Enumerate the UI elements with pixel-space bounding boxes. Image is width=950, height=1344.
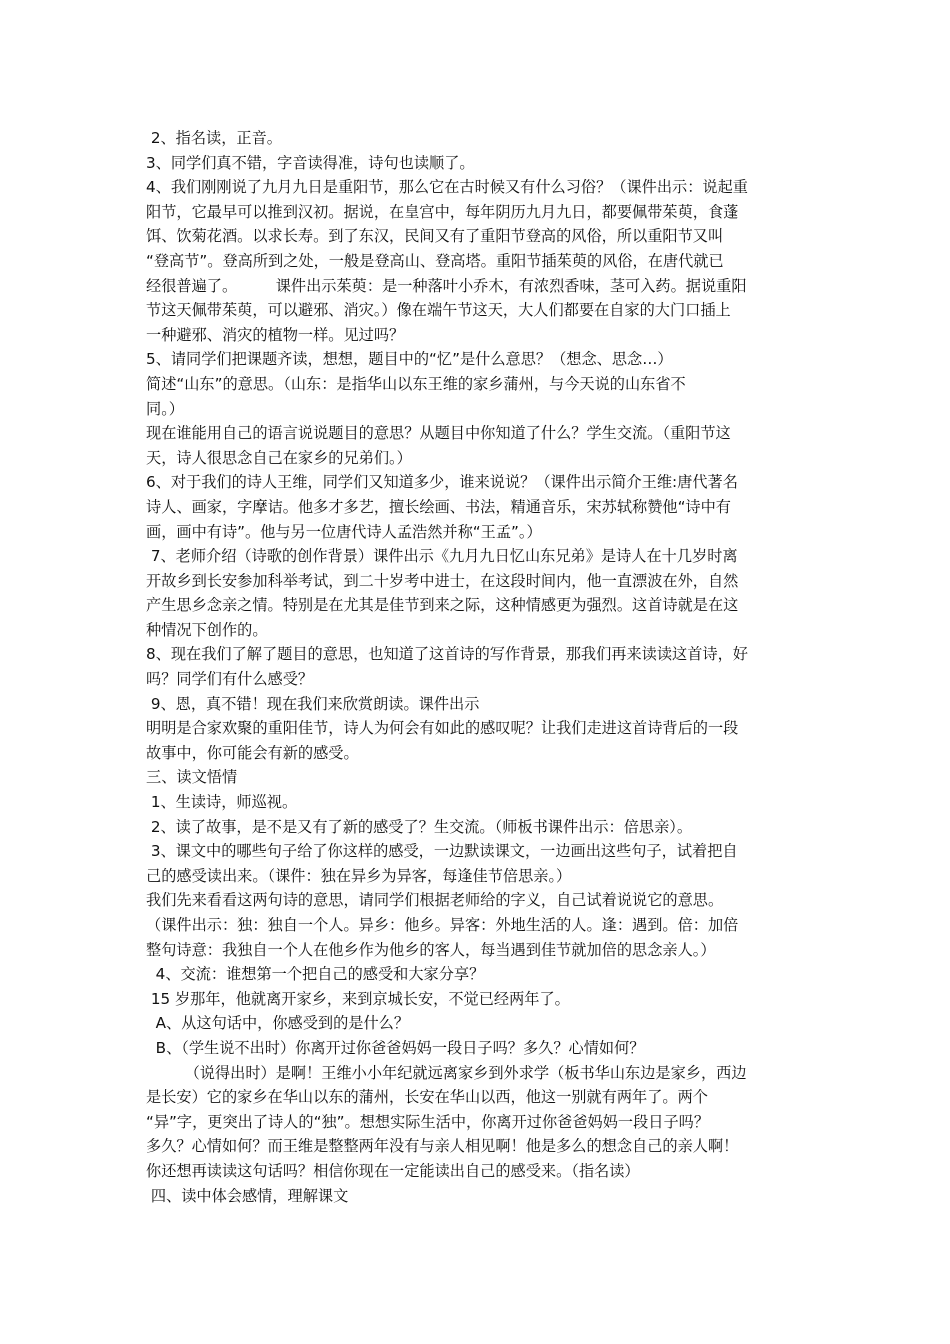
text-line: 3、课文中的哪些句子给了你这样的感受，一边默读课文，一边画出这些句子，试着把自	[146, 842, 738, 861]
text-line: 8、现在我们了解了题目的意思，也知道了这首诗的写作背景，那我们再来读读这首诗，好	[146, 645, 748, 664]
text-line: 产生思乡念亲之情。特别是在尤其是佳节到来之际，这种情感更为强烈。这首诗就是在这	[146, 596, 739, 615]
text-line: 己的感受读出来。（课件：独在异乡为异客，每逢佳节倍思亲。）	[146, 866, 572, 885]
text-line: 种情况下创作的。	[146, 620, 268, 639]
text-line: 2、指名读，正音。	[146, 129, 282, 147]
text-line: B、（学生说不出时）你离开过你爸爸妈妈一段日子吗？多久？心情如何？	[146, 1038, 645, 1057]
text-line: 你还想再读读这句话吗？相信你现在一定能读出自己的感受来。（指名读）	[146, 1161, 640, 1180]
text-line: 同。）	[146, 399, 184, 418]
text-line: 6、对于我们的诗人王维，同学们又知道多少，谁来说说？（课件出示简介王维:唐代著名	[146, 473, 738, 492]
text-line: 15 岁那年，他就离开家乡，来到京城长安，不觉已经两年了。	[146, 989, 570, 1008]
text-line: 是长安）它的家乡在华山以东的蒲州，长安在华山以西，他这一别就有两年了。两个	[146, 1088, 708, 1107]
text-line: 整句诗意：我独自一个人在他乡作为他乡的客人，每当遇到佳节就加倍的思念亲人。）	[146, 940, 716, 959]
text-line: 开故乡到长安参加科举考试，到二十岁考中进士，在这段时间内，他一直漂波在外，自然	[146, 571, 739, 590]
text-line: 一种避邪、消灾的植物一样。见过吗？	[146, 325, 405, 344]
text-line: 节这天佩带茱萸，可以避邪、消灾。）像在端午节这天，大人们都要在自家的大门口插上	[146, 301, 731, 320]
text-line: （课件出示：独：独自一个人。异乡：他乡。异客：外地生活的人。逢：遇到。倍：加倍	[146, 916, 739, 934]
text-line: 饵、饮菊花酒。以求长寿。到了东汉，民间又有了重阳节登高的风俗，所以重阳节又叫	[146, 227, 724, 246]
text-line: “登高节”。登高所到之处，一般是登高山、登高塔。重阳节插茱萸的风俗，在唐代就已	[146, 251, 724, 270]
text-line: 现在谁能用自己的语言说说题目的意思？从题目中你知道了什么？学生交流。（重阳节这	[146, 424, 731, 443]
text-line: 1、生读诗，师巡视。	[146, 793, 298, 812]
text-line: 四、读中体会感情，理解课文	[146, 1186, 349, 1205]
text-line: 画，画中有诗”。他与另一位唐代诗人孟浩然并称“王孟”。）	[146, 522, 542, 541]
text-line: 诗人、画家，字摩诘。他多才多艺，擅长绘画、书法，精通音乐，宋苏轼称赞他“诗中有	[146, 497, 731, 516]
text-line: 5、请同学们把课题齐读，想想，题目中的“忆”是什么意思？（想念、思念…）	[146, 350, 673, 369]
text-line: 多久？心情如何？而王维是整整两年没有与亲人相见啊！他是多么的想念自己的亲人啊！	[146, 1137, 739, 1156]
text-line: 7、老师介绍（诗歌的创作背景）课件出示《九月九日忆山东兄弟》是诗人在十几岁时离	[146, 547, 738, 566]
document-body	[146, 126, 818, 1208]
text-line: A、从这句话中，你感受到的是什么？	[146, 1014, 410, 1033]
text-line: 经很普遍了。 课件出示茱萸：是一种落叶小乔木，有浓烈香味，茎可入药。据说重阳	[146, 276, 747, 295]
text-line: 4、我们刚刚说了九月九日是重阳节，那么它在古时候又有什么习俗？（课件出示：说起重	[146, 178, 748, 197]
text-line: “异”字，更突出了诗人的“独”。想想实际生活中，你离开过你爸爸妈妈一段日子吗？	[146, 1112, 710, 1131]
text-line: 阳节，它最早可以推到汉初。据说，在皇宫中，每年阴历九月九日，都要佩带茱萸，食蓬	[146, 202, 739, 221]
text-line: 明明是合家欢聚的重阳佳节，诗人为何会有如此的感叹呢？让我们走进这首诗背后的一段	[146, 719, 739, 738]
text-line: 2、读了故事，是不是又有了新的感受了？生交流。（师板书课件出示：倍思亲）。	[146, 817, 693, 836]
text-line: 简述“山东”的意思。（山东：是指华山以东王维的家乡蒲州，与今天说的山东省不	[146, 374, 686, 393]
text-line: 三、读文悟情	[146, 768, 238, 787]
text-line: 9、恩，真不错！现在我们来欣赏朗读。课件出示	[146, 694, 480, 713]
text-line: 吗？同学们有什么感受？	[146, 670, 314, 689]
text-line: 故事中，你可能会有新的感受。	[146, 743, 359, 762]
text-line: 4、交流：谁想第一个把自己的感受和大家分享？	[146, 965, 485, 984]
text-line: 天，诗人很思念自己在家乡的兄弟们。）	[146, 448, 412, 467]
text-line: 3、同学们真不错，字音读得准，诗句也读顺了。	[146, 153, 475, 172]
text-line: （说得出时）是啊！王维小小年纪就远离家乡到外求学（板书华山东边是家乡，西边	[146, 1063, 747, 1082]
text-line: 我们先来看看这两句诗的意思，请同学们根据老师给的字义，自己试着说说它的意思。	[146, 891, 724, 910]
